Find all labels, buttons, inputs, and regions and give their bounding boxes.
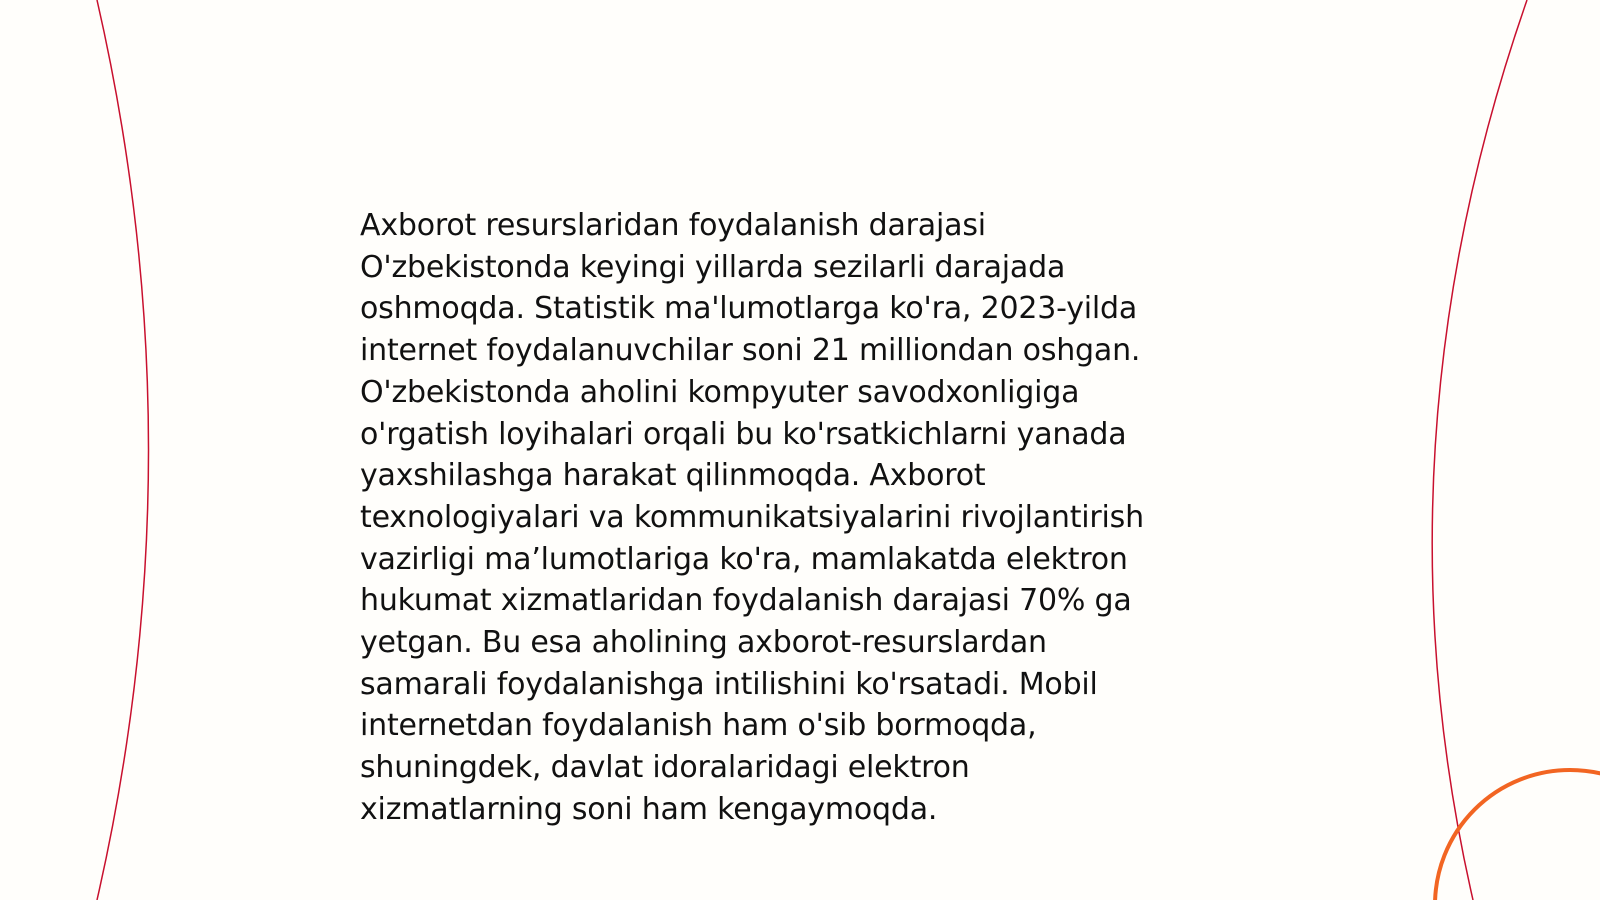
right-curve-line: [1432, 0, 1527, 900]
paragraph-line: oshmoqda. Statistik ma'lumotlarga ko'ra, 2023-yilda: [360, 291, 1138, 327]
paragraph-line: samarali foydalanishga intilishini ko'rsatadi. Mobil: [360, 666, 1098, 702]
paragraph-line: hukumat xizmatlaridan foydalanish darajasi 70% ga: [360, 583, 1132, 619]
paragraph-line: shuningdek, davlat idoralaridagi elektron: [360, 750, 970, 786]
paragraph-line: yaxshilashga harakat qilinmoqda. Axborot: [360, 458, 986, 494]
paragraph-line: vazirligi ma’lumotlariga ko'ra, mamlakatda elektron: [360, 541, 1128, 577]
paragraph-line: internet foydalanuvchilar soni 21 milliondan oshgan.: [360, 333, 1141, 369]
paragraph-line: texnologiyalari va kommunikatsiyalarini rivojlantirish: [360, 499, 1144, 535]
paragraph-line: internetdan foydalanish ham o'sib bormoqda,: [360, 708, 1037, 744]
paragraph-line: O'zbekistonda aholini kompyuter savodxonligiga: [360, 374, 1080, 410]
paragraph-line: O'zbekistonda keyingi yillarda sezilarli darajada: [360, 249, 1066, 285]
body-paragraph: [360, 205, 1240, 831]
paragraph-line: xizmatlarning soni ham kengaymoqda.: [360, 791, 938, 827]
paragraph-line: Axborot resurslaridan foydalanish darajasi: [360, 208, 986, 243]
paragraph-line: yetgan. Bu esa aholining axborot-resurslardan: [360, 625, 1047, 661]
left-curve-line: [97, 0, 149, 900]
paragraph-line: o'rgatish loyihalari orqali bu ko'rsatkichlarni yanada: [360, 416, 1127, 452]
